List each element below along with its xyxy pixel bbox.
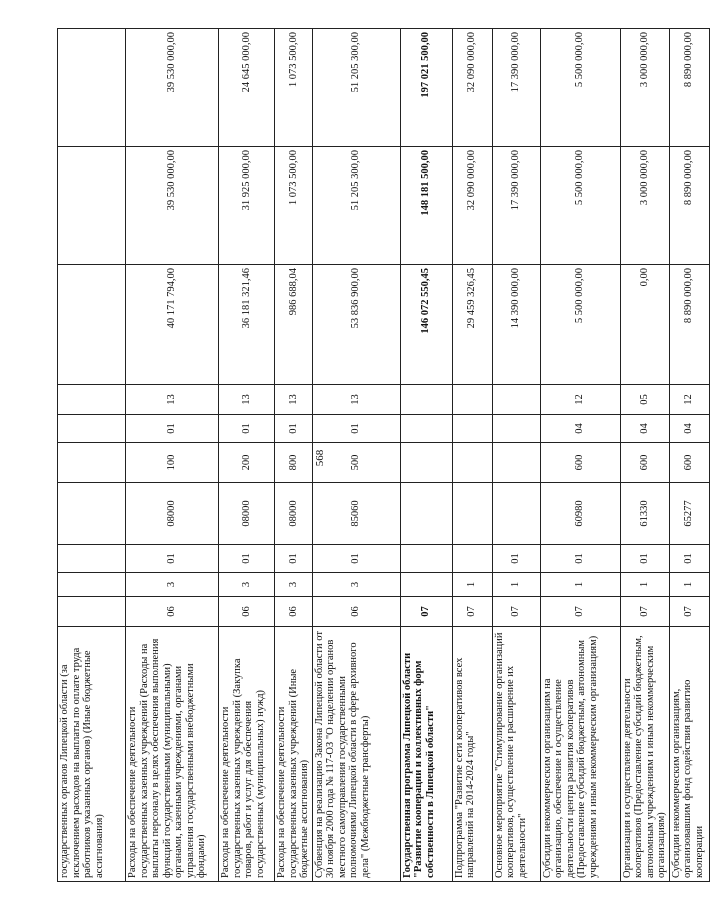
direction-code [492, 483, 540, 545]
expense-type-code: 600 [620, 443, 669, 483]
amount-year-3: 8 890 000,00 [669, 29, 709, 147]
subprogram-code: 3 [126, 573, 219, 597]
subsection-code: 05 [620, 385, 669, 415]
subprogram-code [400, 573, 452, 597]
subprogram-code: 1 [540, 573, 620, 597]
row-description: Расходы на обеспечение деятельности государственных казенных учреждений (Закупка товаров, работ и услуг для обеспечения государственных (муниципальных) нужд) [219, 627, 275, 882]
expense-type-code: 800 [275, 443, 313, 483]
program-code: 06 [312, 597, 400, 627]
table-row [620, 29, 669, 882]
table-row [669, 29, 709, 882]
amount-year-1: 8 890 000,00 [669, 265, 709, 385]
row-description: государственных органов Липецкой области (за исключением расходов на выплаты по оплате труда работников указанных органов) (Иные бюджетные ассигнования) [58, 627, 126, 882]
amount-year-1: 29 459 326,45 [452, 265, 492, 385]
program-code: 07 [620, 597, 669, 627]
table-row [312, 29, 400, 882]
main-event-code: 01 [492, 545, 540, 573]
subprogram-code: 1 [669, 573, 709, 597]
subsection-code: 13 [312, 385, 400, 415]
table-row [275, 29, 313, 882]
budget-table [57, 28, 710, 882]
expense-type-code [492, 443, 540, 483]
row-description: Основное мероприятие "Стимулирование организаций кооперативов, осуществление и расширение их деятельности" [492, 627, 540, 882]
program-code: 07 [400, 597, 452, 627]
main-event-code [58, 545, 126, 573]
amount-year-3: 24 645 000,00 [219, 29, 275, 147]
table-row [492, 29, 540, 882]
program-code: 06 [275, 597, 313, 627]
amount-year-2: 39 530 000,00 [126, 147, 219, 265]
main-event-code [452, 545, 492, 573]
main-event-code: 01 [275, 545, 313, 573]
direction-code: 08000 [275, 483, 313, 545]
main-event-code: 01 [312, 545, 400, 573]
main-event-code: 01 [540, 545, 620, 573]
amount-year-2: 148 181 500,00 [400, 147, 452, 265]
amount-year-3 [58, 29, 126, 147]
direction-code: 85060 [312, 483, 400, 545]
subsection-code: 13 [275, 385, 313, 415]
amount-year-1: 14 390 000,00 [492, 265, 540, 385]
expense-type-code [58, 443, 126, 483]
table-body [58, 29, 710, 882]
direction-code [452, 483, 492, 545]
amount-year-3: 197 021 500,00 [400, 29, 452, 147]
amount-year-1: 36 181 321,46 [219, 265, 275, 385]
subsection-code [400, 385, 452, 415]
program-code: 07 [452, 597, 492, 627]
expense-type-code [452, 443, 492, 483]
program-code: 06 [219, 597, 275, 627]
program-code [58, 597, 126, 627]
amount-year-2: 8 890 000,00 [669, 147, 709, 265]
subprogram-code: 1 [492, 573, 540, 597]
section-code [452, 415, 492, 443]
section-code: 01 [219, 415, 275, 443]
table-row [452, 29, 492, 882]
row-description: Подпрограмма "Развитие сети кооперативов всех направлений на 2014-2024 годы" [452, 627, 492, 882]
program-code: 07 [669, 597, 709, 627]
rotated-page [57, 29, 705, 882]
amount-year-1: 40 171 794,00 [126, 265, 219, 385]
amount-year-1 [58, 265, 126, 385]
table-row [540, 29, 620, 882]
section-code: 04 [540, 415, 620, 443]
table-row [219, 29, 275, 882]
expense-type-code: 500 [312, 443, 400, 483]
row-description: Организация и осуществление деятельности кооперативов (Предоставление субсидий бюджетным, автономным учреждениям и иным некоммерческим организациям) [620, 627, 669, 882]
main-event-code [400, 545, 452, 573]
subsection-code: 12 [540, 385, 620, 415]
subsection-code: 12 [669, 385, 709, 415]
amount-year-3: 5 500 000,00 [540, 29, 620, 147]
amount-year-3: 1 073 500,00 [275, 29, 313, 147]
amount-year-3: 3 000 000,00 [620, 29, 669, 147]
amount-year-1: 5 500 000,00 [540, 265, 620, 385]
direction-code: 60980 [540, 483, 620, 545]
subsection-code: 13 [219, 385, 275, 415]
amount-year-1: 0,00 [620, 265, 669, 385]
amount-year-3: 32 090 000,00 [452, 29, 492, 147]
amount-year-2: 1 073 500,00 [275, 147, 313, 265]
subprogram-code: 3 [312, 573, 400, 597]
direction-code: 08000 [126, 483, 219, 545]
amount-year-2 [58, 147, 126, 265]
amount-year-1: 986 688,04 [275, 265, 313, 385]
direction-code: 08000 [219, 483, 275, 545]
row-description: Государственная программа Липецкой области "Развитие кооперации и коллективных форм собственности в Липецкой области" [400, 627, 452, 882]
direction-code [58, 483, 126, 545]
subsection-code [452, 385, 492, 415]
main-event-code: 01 [669, 545, 709, 573]
subsection-code: 13 [126, 385, 219, 415]
section-code [400, 415, 452, 443]
amount-year-2: 51 205 300,00 [312, 147, 400, 265]
main-event-code: 01 [620, 545, 669, 573]
subprogram-code [58, 573, 126, 597]
section-code: 04 [669, 415, 709, 443]
subprogram-code: 3 [275, 573, 313, 597]
budget-table-sheet [57, 29, 705, 882]
subprogram-code: 1 [452, 573, 492, 597]
amount-year-1: 146 072 550,45 [400, 265, 452, 385]
table-row [58, 29, 126, 882]
amount-year-2: 31 925 000,00 [219, 147, 275, 265]
main-event-code: 01 [126, 545, 219, 573]
subsection-code [492, 385, 540, 415]
expense-type-code: 600 [669, 443, 709, 483]
direction-code [400, 483, 452, 545]
row-description: Расходы на обеспечение деятельности государственных казенных учреждений (Расходы на выплаты персоналу в целях обеспечения выполнения функций государственными (муниципальными) органами, казенными учреждениями, органами управления государственными внебюджетными фондами) [126, 627, 219, 882]
amount-year-2: 5 500 000,00 [540, 147, 620, 265]
amount-year-2: 32 090 000,00 [452, 147, 492, 265]
section-code: 01 [126, 415, 219, 443]
section-code: 01 [312, 415, 400, 443]
expense-type-code: 100 [126, 443, 219, 483]
main-event-code: 01 [219, 545, 275, 573]
direction-code: 65277 [669, 483, 709, 545]
section-code [492, 415, 540, 443]
row-description: Расходы на обеспечение деятельности государственных казенных учреждений (Иные бюджетные ассигнования) [275, 627, 313, 882]
amount-year-2: 17 390 000,00 [492, 147, 540, 265]
amount-year-3: 51 205 300,00 [312, 29, 400, 147]
section-code [58, 415, 126, 443]
section-code: 01 [275, 415, 313, 443]
page-number: 568 [314, 449, 326, 467]
subprogram-code: 1 [620, 573, 669, 597]
amount-year-3: 39 530 000,00 [126, 29, 219, 147]
direction-code: 61330 [620, 483, 669, 545]
program-code: 07 [492, 597, 540, 627]
row-description: Субсидии некоммерческим организациям, организовавшим фонд содействия развитию кооперации [669, 627, 709, 882]
expense-type-code [400, 443, 452, 483]
program-code: 07 [540, 597, 620, 627]
section-code: 04 [620, 415, 669, 443]
amount-year-1: 53 836 900,00 [312, 265, 400, 385]
table-row [400, 29, 452, 882]
subsection-code [58, 385, 126, 415]
expense-type-code: 600 [540, 443, 620, 483]
amount-year-3: 17 390 000,00 [492, 29, 540, 147]
row-description: Субсидии некоммерческим организациям на организацию, обеспечение и осуществление деятельности центра развития кооперативов (Предоставление субсидий бюджетным, автономным учреждениям и иным некоммерческим организациям) [540, 627, 620, 882]
row-description: Субвенция на реализацию Закона Липецкой области от 30 ноября 2000 года № 117-ОЗ "О наделении органов местного самоуправления государственными полномочиями Липецкой области в сфере архивного дела" (Межбюджетные трансферты) [312, 627, 400, 882]
subprogram-code: 3 [219, 573, 275, 597]
table-row [126, 29, 219, 882]
expense-type-code: 200 [219, 443, 275, 483]
amount-year-2: 3 000 000,00 [620, 147, 669, 265]
program-code: 06 [126, 597, 219, 627]
